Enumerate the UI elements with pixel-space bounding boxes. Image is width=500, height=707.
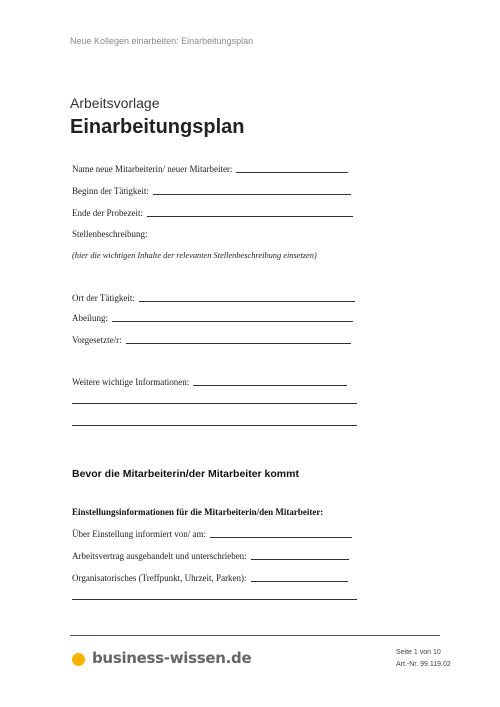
document-subtitle: Arbeitsvorlage — [70, 95, 160, 111]
section-heading: Bevor die Mitarbeiterin/der Mitarbeiter kommt — [72, 468, 299, 480]
field-beginn-label: Beginn der Tätigkeit: — [72, 186, 149, 196]
field-organisatorisches-line — [251, 581, 348, 582]
blank-line — [72, 425, 357, 426]
field-ort — [72, 293, 355, 303]
field-weitere-line — [193, 385, 347, 386]
blank-line — [72, 403, 357, 404]
brand-dot-icon — [72, 653, 85, 666]
field-informiert-label: Über Einstellung informiert von/ am: — [72, 529, 206, 539]
field-probezeit-line — [147, 216, 353, 217]
field-informiert — [72, 529, 352, 539]
field-informiert-line — [210, 537, 352, 538]
field-beginn-line — [153, 194, 351, 195]
running-header: Neue Kollegen einarbeiten: Einarbeitungsplan — [70, 36, 254, 46]
field-weitere-label: Weitere wichtige Informationen: — [72, 377, 190, 387]
field-name-line — [236, 172, 348, 173]
field-organisatorisches — [72, 573, 348, 583]
field-stellenbeschreibung-label: Stellenbeschreibung: — [72, 229, 148, 239]
footer-divider — [70, 635, 440, 636]
field-vertrag-line — [251, 559, 349, 560]
field-beginn — [72, 186, 351, 196]
field-vorgesetzte — [72, 335, 351, 345]
document-title: Einarbeitungsplan — [70, 116, 245, 138]
page-number: Seite 1 von 10 — [396, 649, 441, 656]
field-weitere — [72, 377, 347, 387]
field-abteilung-label: Abeilung: — [72, 313, 108, 323]
field-probezeit-label: Ende der Probezeit: — [72, 208, 143, 218]
field-ort-line — [139, 301, 355, 302]
field-abteilung — [72, 313, 353, 323]
stellenbeschreibung-hint: (hier die wichtigen Inhalte der relevanten Stellenbeschreibung einsetzen) — [72, 251, 317, 260]
field-vertrag-label: Arbeitsvertrag ausgehandelt und unterschrieben: — [72, 551, 247, 561]
field-name — [72, 164, 348, 174]
field-vorgesetzte-label: Vorgesetzte/r: — [72, 335, 122, 345]
field-probezeit — [72, 208, 353, 218]
field-organisatorisches-label: Organisatorisches (Treffpunkt, Uhrzeit, Parken): — [72, 573, 247, 583]
field-ort-label: Ort der Tätigkeit: — [72, 293, 135, 303]
field-name-label: Name neue Mitarbeiterin/ neuer Mitarbeiter: — [72, 164, 233, 174]
subsection-heading: Einstellungsinformationen für die Mitarbeiterin/den Mitarbeiter: — [72, 507, 324, 517]
blank-line — [72, 599, 357, 600]
article-number: Art.-Nr. 99.119.02 — [396, 661, 451, 668]
field-vorgesetzte-line — [126, 343, 351, 344]
field-abteilung-line — [112, 321, 353, 322]
page-info — [396, 647, 451, 671]
field-stellenbeschreibung — [72, 229, 147, 239]
brand-logo: business-wissen.de — [92, 649, 252, 667]
field-vertrag — [72, 551, 349, 561]
